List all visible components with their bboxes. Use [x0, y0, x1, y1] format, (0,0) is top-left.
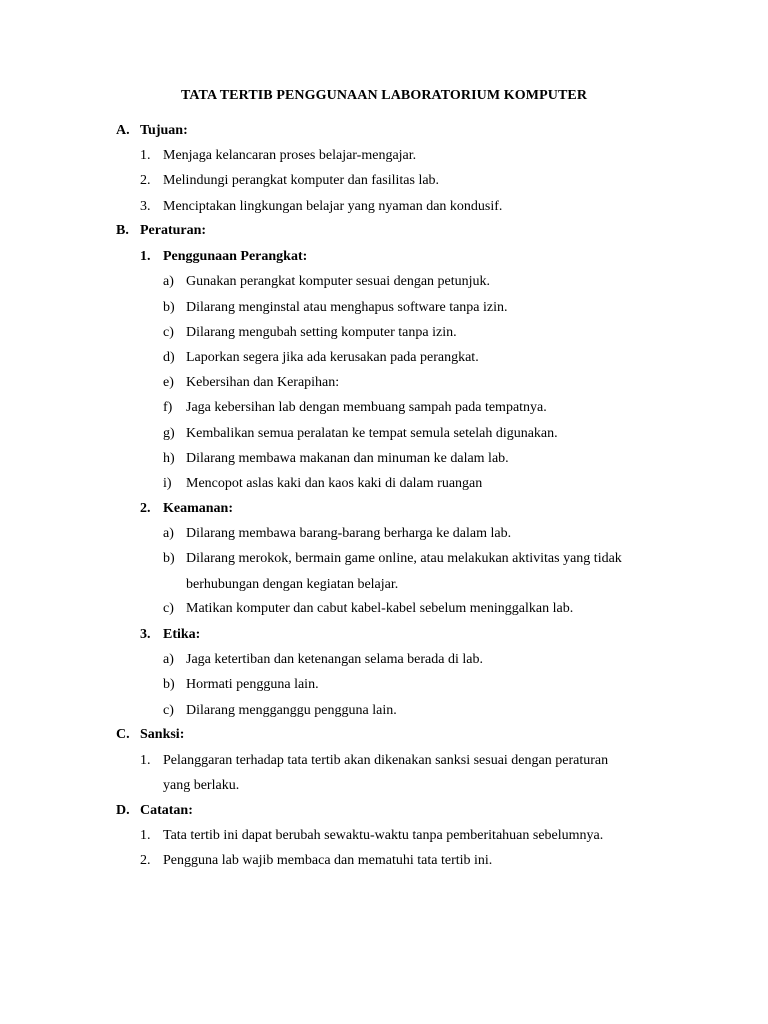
list-item: Dilarang mengubah setting komputer tanpa izin.: [186, 325, 457, 340]
list-item-marker: a): [163, 652, 174, 667]
section-b-letter: B.: [116, 223, 129, 238]
list-item: Dilarang merokok, bermain game online, atau melakukan aktivitas yang tidak: [186, 551, 622, 566]
list-item: Pelanggaran terhadap tata tertib akan dikenakan sanksi sesuai dengan peraturan: [163, 753, 609, 768]
list-item-marker: i): [163, 476, 172, 491]
list-item-marker: h): [163, 451, 175, 466]
list-item-number: 1.: [140, 828, 151, 843]
list-item: Matikan komputer dan cabut kabel-kabel sebelum meninggalkan lab.: [186, 601, 574, 616]
section-c-letter: C.: [116, 727, 130, 742]
list-item-marker: b): [163, 300, 175, 315]
list-item-marker: c): [163, 325, 174, 340]
list-item-marker: e): [163, 375, 174, 390]
subsection-number: 3.: [140, 627, 151, 642]
list-item: Gunakan perangkat komputer sesuai dengan petunjuk.: [186, 274, 491, 289]
list-item-number: 3.: [140, 199, 151, 214]
list-item-continuation: berhubungan dengan kegiatan belajar.: [186, 577, 399, 592]
list-item: Pengguna lab wajib membaca dan mematuhi tata tertib ini.: [163, 853, 493, 868]
list-item-marker: b): [163, 551, 175, 566]
document-title: TATA TERTIB PENGGUNAAN LABORATORIUM KOMPUTER: [180, 88, 588, 103]
subsection-heading: Penggunaan Perangkat:: [163, 249, 308, 264]
list-item-number: 2.: [140, 853, 151, 868]
list-item-continuation: yang berlaku.: [163, 778, 240, 793]
list-item: Jaga ketertiban dan ketenangan selama berada di lab.: [186, 652, 483, 667]
list-item: Menjaga kelancaran proses belajar-mengajar.: [163, 148, 417, 163]
list-item: Tata tertib ini dapat berubah sewaktu-waktu tanpa pemberitahuan sebelumnya.: [163, 828, 604, 843]
subsection-heading: Keamanan:: [163, 501, 233, 516]
list-item-marker: a): [163, 526, 174, 541]
subsection-number: 1.: [140, 249, 151, 264]
list-item-number: 1.: [140, 148, 151, 163]
subsection-number: 2.: [140, 501, 151, 516]
list-item-marker: g): [163, 426, 175, 441]
list-item-number: 2.: [140, 173, 151, 188]
list-item-marker: c): [163, 601, 174, 616]
section-c-heading: Sanksi:: [140, 727, 185, 742]
list-item: Dilarang membawa barang-barang berharga ke dalam lab.: [186, 526, 512, 541]
list-item-number: 1.: [140, 753, 151, 768]
list-item-marker: d): [163, 350, 175, 365]
section-b-heading: Peraturan:: [140, 223, 207, 238]
section-a-heading: Tujuan:: [140, 123, 188, 138]
list-item: Dilarang mengganggu pengguna lain.: [186, 703, 397, 718]
section-d-letter: D.: [116, 803, 130, 818]
list-item: Mencopot aslas kaki dan kaos kaki di dalam ruangan: [186, 476, 483, 491]
list-item-marker: a): [163, 274, 174, 289]
list-item: Hormati pengguna lain.: [186, 677, 319, 692]
subsection-heading: Etika:: [163, 627, 201, 642]
list-item: Dilarang menginstal atau menghapus software tanpa izin.: [186, 300, 508, 315]
list-item-marker: f): [163, 400, 173, 415]
list-item-marker: b): [163, 677, 175, 692]
section-a-letter: A.: [116, 123, 130, 138]
list-item: Laporkan segera jika ada kerusakan pada perangkat.: [186, 350, 479, 365]
list-item: Kebersihan dan Kerapihan:: [186, 375, 340, 390]
section-d-heading: Catatan:: [140, 803, 193, 818]
list-item: Dilarang membawa makanan dan minuman ke dalam lab.: [186, 451, 509, 466]
list-item: Jaga kebersihan lab dengan membuang sampah pada tempatnya.: [186, 400, 547, 415]
list-item: Melindungi perangkat komputer dan fasilitas lab.: [163, 173, 440, 188]
list-item-marker: c): [163, 703, 174, 718]
list-item: Menciptakan lingkungan belajar yang nyaman dan kondusif.: [163, 199, 503, 214]
list-item: Kembalikan semua peralatan ke tempat semula setelah digunakan.: [186, 426, 558, 441]
